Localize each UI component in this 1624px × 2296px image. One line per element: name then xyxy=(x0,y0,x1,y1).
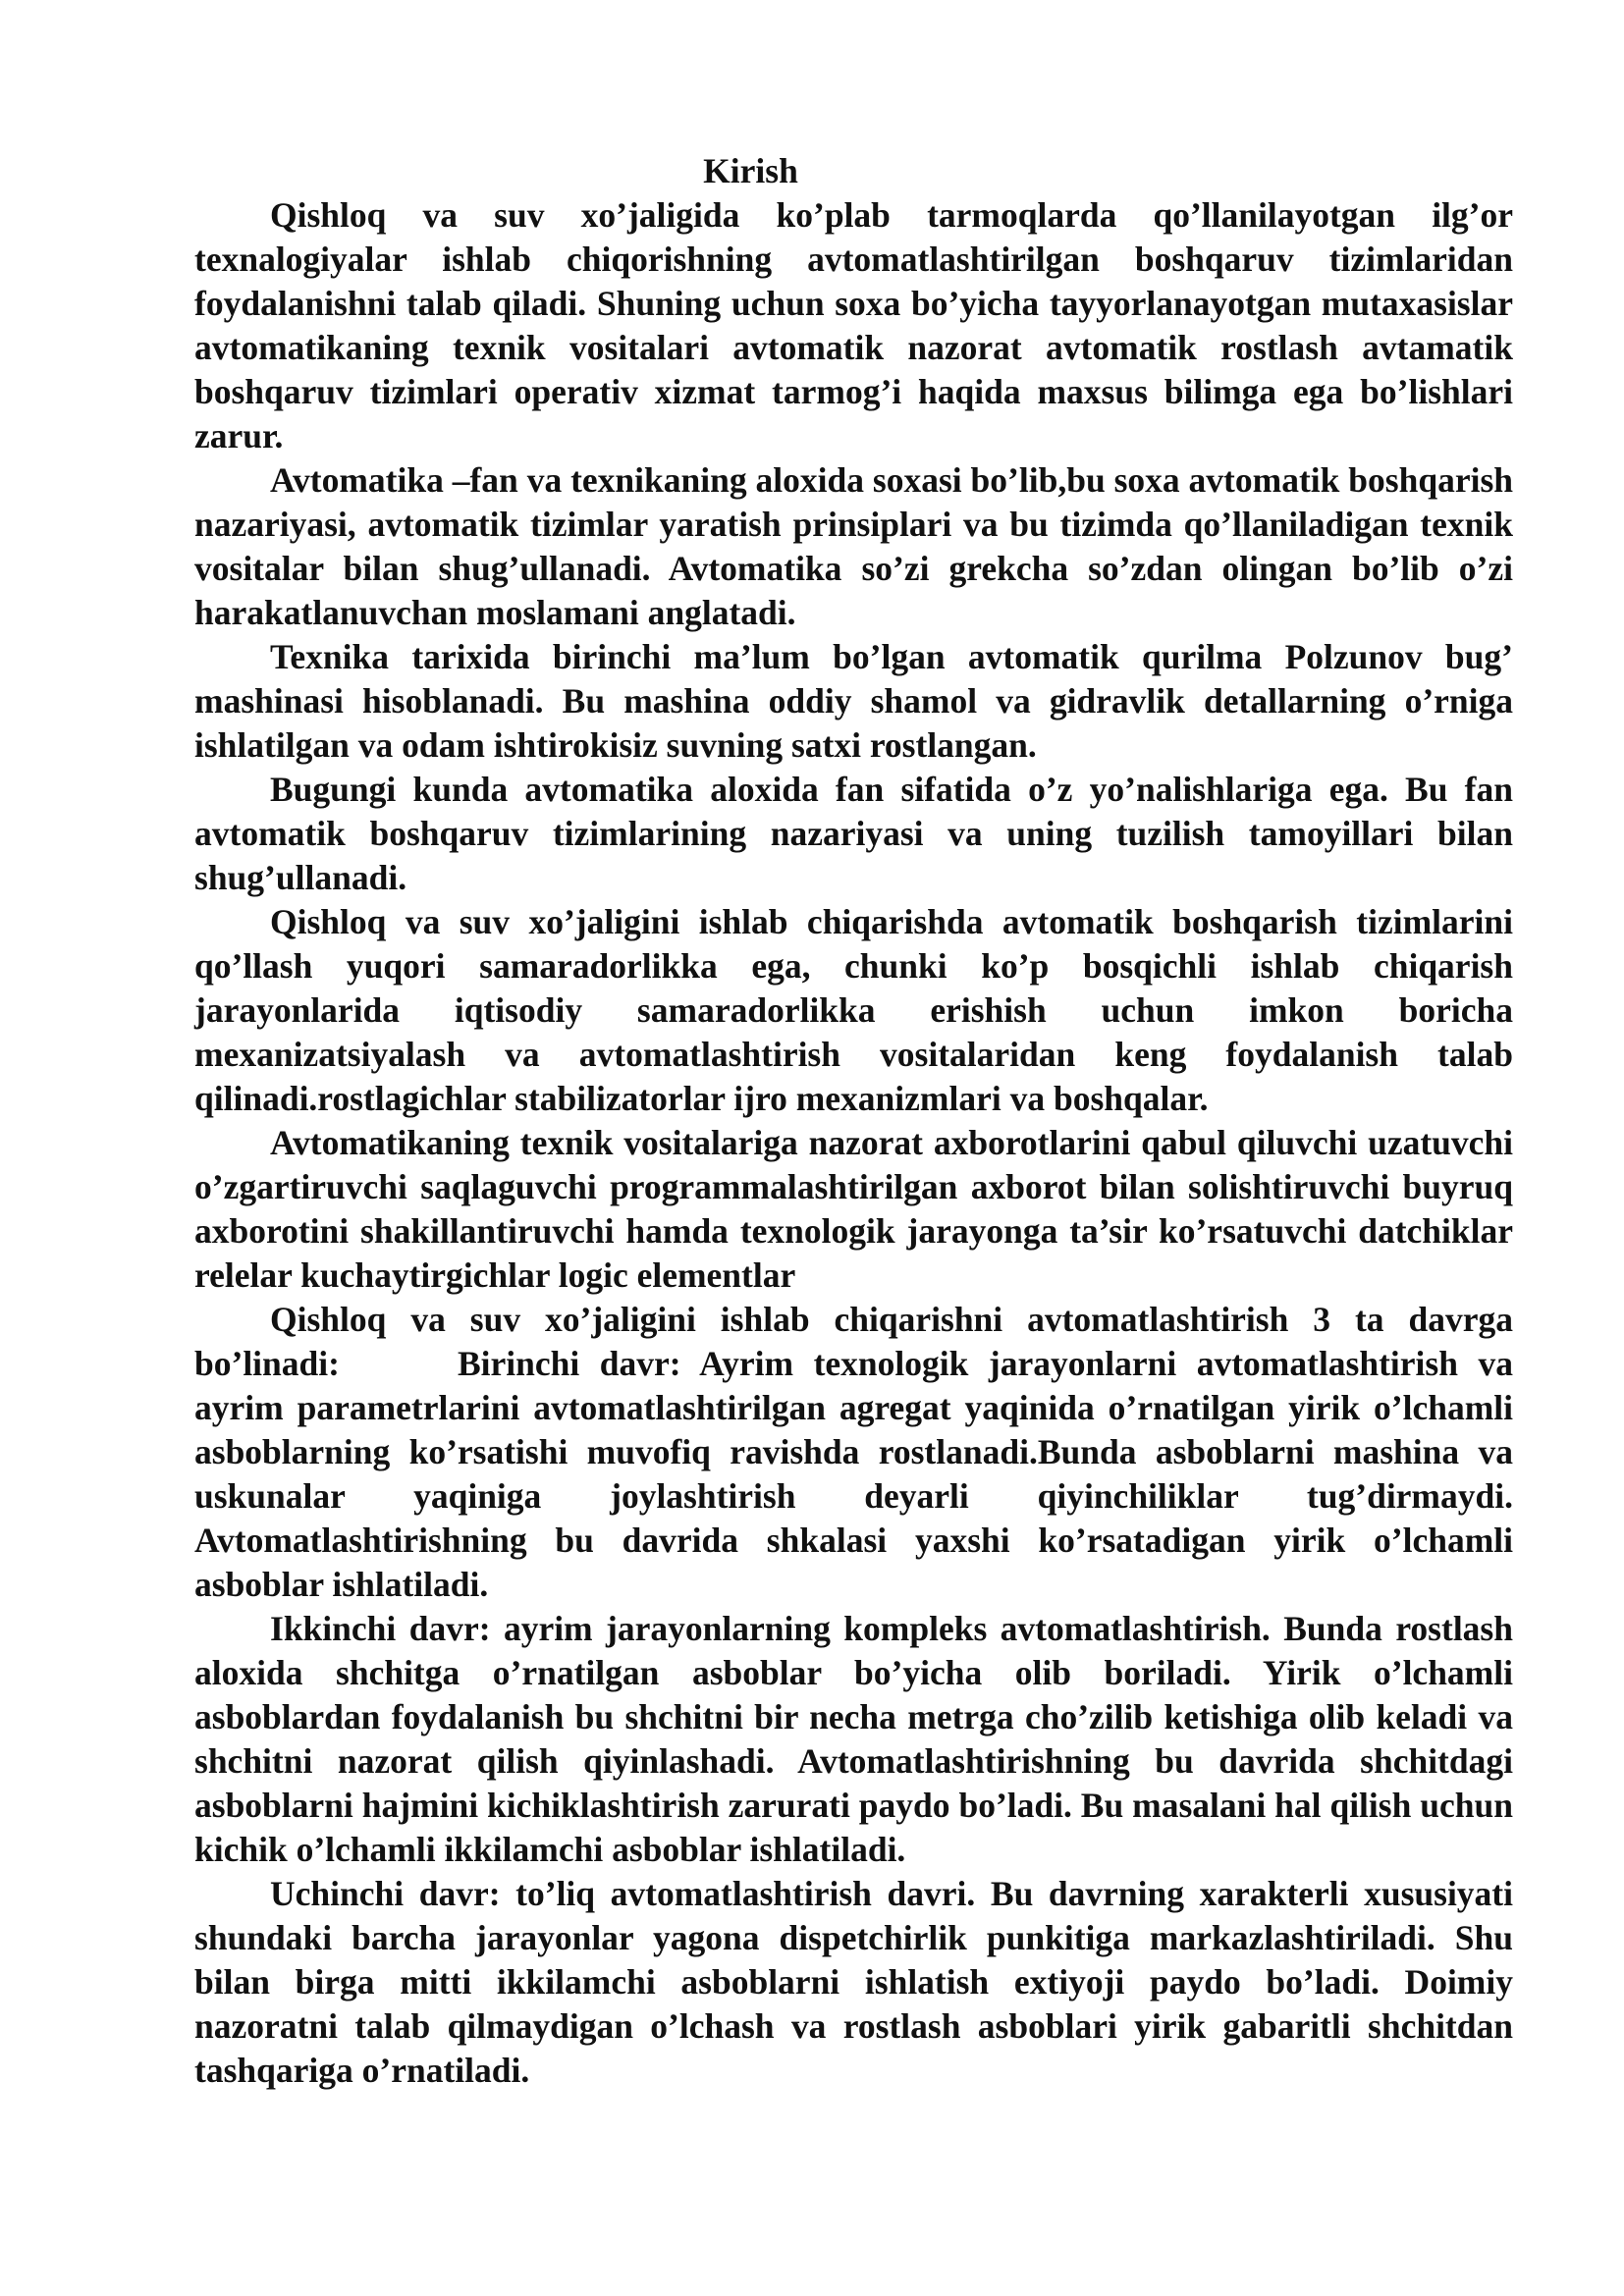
document-page xyxy=(194,149,1513,2093)
paragraph-3: Texnika tarixida birinchi ma’lum bo’lgan avtomatik qurilma Polzunov bug’ mashinasi hisoblanadi. Bu mashina oddiy shamol va gidravlik detallarning o’rniga ishlatilgan va odam ishtirokisiz suvning satxi rostlangan. xyxy=(194,637,1513,765)
paragraph-7-lead: Qishloq va suv xo’jaligini ishlab chiqarishni avtomatlashtirish 3 ta davrga bo’linadi: xyxy=(194,1300,1513,1383)
paragraph-2: Avtomatika –fan va texnikaning aloxida soxasi bo’lib,bu soxa avtomatik boshqarish nazariyasi, avtomatik tizimlar yaratish prinsiplari va bu tizimda qo’llaniladigan texnik vositalar bilan shug’ullanadi. Avtomatika so’zi grekcha so’zdan olingan bo’lib o’zi harakatlanuvchan moslamani anglatadi. xyxy=(194,460,1513,632)
paragraph-1: Qishloq va suv xo’jaligida ko’plab tarmoqlarda qo’llanilayotgan ilg’or texnalogiyalar ishlab chiqorishning avtomatlashtirilgan boshqaruv tizimlaridan foydalanishni talab qiladi. Shuning uchun soxa bo’yicha tayyorlanayotgan mutaxasislar avtomatikaning texnik vositalari avtomatik nazorat avtomatik rostlash avtamatik boshqaruv tizimlari operativ xizmat tarmog’i haqida maxsus bilimga ega bo’lishlari zarur. xyxy=(194,195,1513,455)
paragraph-7 xyxy=(194,1298,1513,1607)
paragraph-4: Bugungi kunda avtomatika aloxida fan sifatida o’z yo’nalishlariga ega. Bu fan avtomatik boshqaruv tizimlarining nazariyasi va uning tuzilish tamoyillari bilan shug’ullanadi. xyxy=(194,770,1513,897)
paragraph-9: Uchinchi davr: to’liq avtomatlashtirish davri. Bu davrning xarakterli xususiyati shundaki barcha jarayonlar yagona dispetchirlik punkitiga markazlashtiriladi. Shu bilan birga mitti ikkilamchi asboblarni ishlatish extiyoji paydo bo’ladi. Doimiy nazoratni talab qilmaydigan o’lchash va rostlash asboblari yirik gabaritli shchitdan tashqariga o’rnatiladi. xyxy=(194,1874,1513,2090)
paragraph-6: Avtomatikaning texnik vositalariga nazorat axborotlarini qabul qiluvchi uzatuvchi o’zgartiruvchi saqlaguvchi programmalashtirilgan axborot bilan solishtiruvchi buyruq axborotini shakillantiruvchi hamda texnologik jarayonga ta’sir ko’rsatuvchi datchiklar relelar kuchaytirgichlar logic elementlar xyxy=(194,1123,1513,1295)
paragraph-5: Qishloq va suv xo’jaligini ishlab chiqarishda avtomatik boshqarish tizimlarini qo’llash yuqori samaradorlikka ega, chunki ko’p bosqichli ishlab chiqarish jarayonlarida iqtisodiy samaradorlikka erishish uchun imkon boricha mexanizatsiyalash va avtomatlashtirish vositalaridan keng foydalanish talab qilinadi.rostlagichlar stabilizatorlar ijro mexanizmlari va boshqalar. xyxy=(194,902,1513,1118)
page-title: Kirish xyxy=(703,151,798,190)
paragraph-7-rest: Birinchi davr: Ayrim texnologik jarayonlarni avtomatlashtirish va ayrim parametrlarini avtomatlashtirilgan agregat yaqinida o’rnatilgan yirik o’lchamli asboblarning ko’rsatishi muvofiq ravishda rostlanadi.Bunda asboblarni mashina va uskunalar yaqiniga joylashtirish deyarli qiyinchiliklar tug’dirmaydi. Avtomatlashtirishning bu davrida shkalasi yaxshi ko’rsatadigan yirik o’lchamli asboblar ishlatiladi. xyxy=(194,1344,1513,1604)
paragraph-8: Ikkinchi davr: ayrim jarayonlarning kompleks avtomatlashtirish. Bunda rostlash aloxida shchitga o’rnatilgan asboblar bo’yicha olib boriladi. Yirik o’lchamli asboblardan foydalanish bu shchitni bir necha metrga cho’zilib ketishiga olib keladi va shchitni nazorat qilish qiyinlashadi. Avtomatlashtirishning bu davrida shchitdagi asboblarni hajmini kichiklashtirish zarurati paydo bo’ladi. Bu masalani hal qilish uchun kichik o’lchamli ikkilamchi asboblar ishlatiladi. xyxy=(194,1609,1513,1869)
